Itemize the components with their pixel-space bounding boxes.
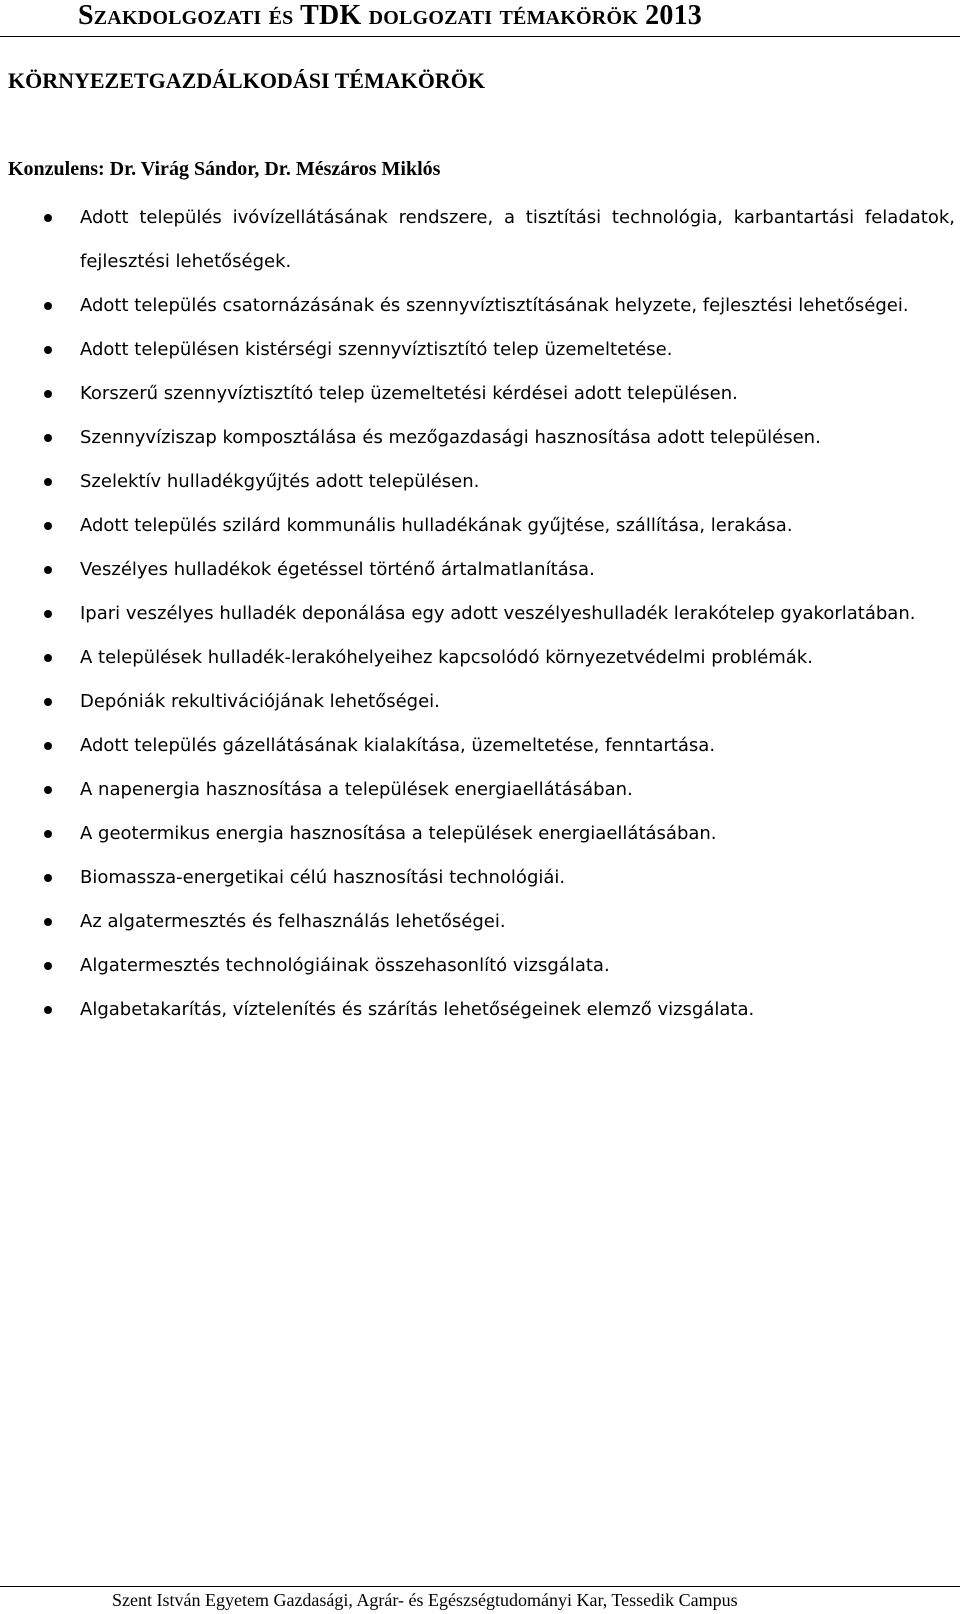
bullet-icon bbox=[44, 786, 52, 794]
list-item-text: Algatermesztés technológiáinak összehasonlító vizsgálata. bbox=[80, 955, 610, 976]
bullet-icon bbox=[44, 1006, 52, 1014]
list-item bbox=[0, 284, 960, 328]
list-item bbox=[0, 724, 960, 768]
page-footer bbox=[0, 1586, 960, 1614]
list-item-text: Korszerű szennyvíztisztító telep üzemeltetési kérdései adott településen. bbox=[80, 383, 738, 404]
list-item bbox=[0, 328, 960, 372]
bullet-icon bbox=[44, 302, 52, 310]
list-item bbox=[0, 680, 960, 724]
bullet-icon bbox=[44, 918, 52, 926]
bullet-icon bbox=[44, 478, 52, 486]
bullet-icon bbox=[44, 830, 52, 838]
topic-list bbox=[0, 196, 960, 1032]
header-title: Szakdolgozati és TDK dolgozati témakörök 2013 bbox=[78, 0, 702, 31]
list-item bbox=[0, 812, 960, 856]
list-item-text: Szelektív hulladékgyűjtés adott településen. bbox=[80, 471, 480, 492]
list-item-text: Adott település csatornázásának és szennyvíztisztításának helyzete, fejlesztési lehetőségei. bbox=[80, 295, 909, 316]
list-item-text: Adott település gázellátásának kialakítása, üzemeltetése, fenntartása. bbox=[80, 735, 716, 756]
bullet-icon bbox=[44, 346, 52, 354]
list-item-text: Biomassza-energetikai célú hasznosítási technológiái. bbox=[80, 867, 566, 888]
list-item bbox=[0, 592, 960, 636]
bullet-icon bbox=[44, 874, 52, 882]
list-item-text: Az algatermesztés és felhasználás lehetőségei. bbox=[80, 911, 506, 932]
page-header bbox=[0, 0, 960, 37]
bullet-icon bbox=[44, 214, 52, 222]
list-item bbox=[0, 504, 960, 548]
list-item-text: A geotermikus energia hasznosítása a települések energiaellátásában. bbox=[80, 823, 717, 844]
list-item bbox=[0, 768, 960, 812]
list-item-text: A napenergia hasznosítása a települések energiaellátásában. bbox=[80, 779, 633, 800]
bullet-icon bbox=[44, 610, 52, 618]
list-item-text: Depóniák rekultivációjának lehetőségei. bbox=[80, 691, 440, 712]
list-item-text: Ipari veszélyes hulladék deponálása egy adott veszélyeshulladék lerakótelep gyakorlatában. bbox=[80, 603, 916, 624]
bullet-icon bbox=[44, 566, 52, 574]
list-item bbox=[0, 900, 960, 944]
list-item bbox=[0, 196, 960, 284]
list-item bbox=[0, 372, 960, 416]
list-item bbox=[0, 460, 960, 504]
list-item-text: Adott település szilárd kommunális hulladékának gyűjtése, szállítása, lerakása. bbox=[80, 515, 793, 536]
list-item bbox=[0, 416, 960, 460]
list-item bbox=[0, 944, 960, 988]
section-title: KÖRNYEZETGAZDÁLKODÁSI TÉMAKÖRÖK bbox=[8, 68, 485, 93]
consultants-line: Konzulens: Dr. Virág Sándor, Dr. Mészáros Miklós bbox=[8, 158, 441, 180]
list-item-text: Algabetakarítás, víztelenítés és szárítás lehetőségeinek elemző vizsgálata. bbox=[80, 999, 755, 1020]
bullet-icon bbox=[44, 434, 52, 442]
list-item bbox=[0, 988, 960, 1032]
list-item-text: Adott településen kistérségi szennyvíztisztító telep üzemeltetése. bbox=[80, 339, 673, 360]
bullet-icon bbox=[44, 522, 52, 530]
bullet-icon bbox=[44, 390, 52, 398]
bullet-icon bbox=[44, 742, 52, 750]
list-item-text: Veszélyes hulladékok égetéssel történő ártalmatlanítása. bbox=[80, 559, 595, 580]
list-item-text: Szennyvíziszap komposztálása és mezőgazdasági hasznosítása adott településen. bbox=[80, 427, 821, 448]
list-item bbox=[0, 548, 960, 592]
bullet-icon bbox=[44, 654, 52, 662]
list-item bbox=[0, 856, 960, 900]
bullet-icon bbox=[44, 962, 52, 970]
bullet-icon bbox=[44, 698, 52, 706]
list-item-text: A települések hulladék-lerakóhelyeihez kapcsolódó környezetvédelmi problémák. bbox=[80, 647, 813, 668]
list-item bbox=[0, 636, 960, 680]
list-item-text: Adott település ivóvízellátásának rendszere, a tisztítási technológia, karbantartási feladatok, fejlesztési lehetőségek. bbox=[80, 207, 955, 272]
footer-text: Szent István Egyetem Gazdasági, Agrár- és Egészségtudományi Kar, Tessedik Campus bbox=[112, 1590, 738, 1610]
